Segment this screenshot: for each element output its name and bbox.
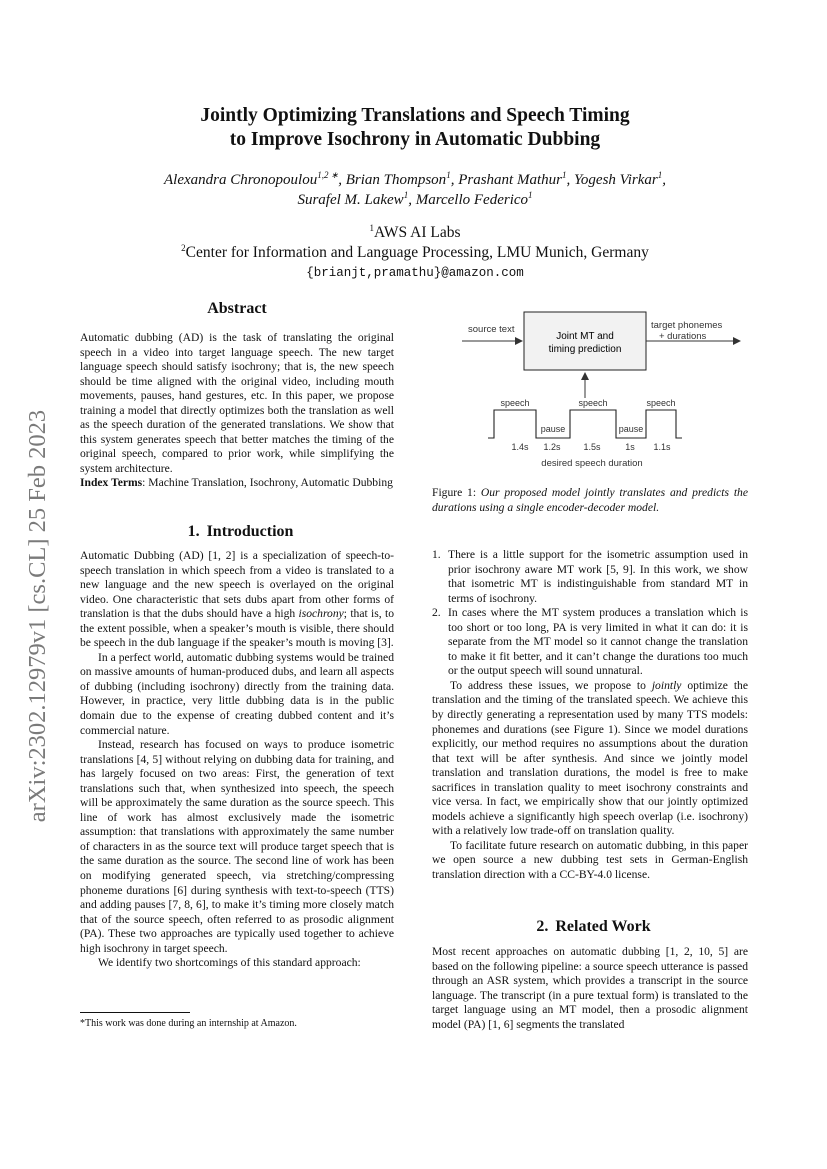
desired-duration-label: desired speech duration [541,458,643,469]
footnote-rule [80,1012,190,1013]
shortcomings-list [432,548,748,883]
duration-label: 1.4s [511,442,529,452]
authors-line-2: Surafel M. Lakew$^1$, Marcello Federico$^1$ [297,190,533,208]
right-paragraph-1 [432,679,748,839]
speech-label: speech [500,398,530,408]
author-name: Yogesh Virkar [573,172,658,188]
duration-label: 1.2s [543,442,561,452]
related-heading [432,918,748,936]
figure-diagram [440,300,750,480]
index-terms-label: Index Terms [80,476,143,490]
affil-name: AWS AI Labs [373,224,461,241]
affil-name: Center for Information and Language Processing, LMU Munich, Germany [185,244,649,261]
section-number: 2. [536,918,549,935]
intro-paragraph-3: Instead, research has focused on ways to produce isometric translations [4, 5] without relying on dubbing data for training, and has largely focused on two areas: First, the generation of text translations such that, when synthesized into speech, the speech will be approximately the same duration as the source speech. This line of work has almost exclusively made the isometric assumption: that translations with approximately the same number of characters in as the source text will produce target speech that is the same duration as the source. The second line of work has been on modifying generated speech, via stretching/compressing phoneme durations [6] during synthesis with text-to-speech (TTS) and adding pauses [7, 8, 6], to make it’s timing more closely match that of the source speech, often referred to as prosodic alignment (PA). These two approaches are typically used together to achieve high isochrony in target speech. [80,738,394,955]
arxiv-identifier[interactable]: arXiv:2302.12979v1 [cs.CL] 25 Feb 2023 [24,409,51,823]
list-text: In cases where the MT system produces a translation which is too short or too long, PA is very limited in what it can do: it is separate from the MT model so it cannot change the translation to make it fit better, and it can’t change the durations too much or the output speech will sound unnatural. [448,606,748,678]
affiliations [90,223,740,283]
caption-text: Our proposed model jointly translates and predicts the durations using a single encoder-decoder model. [432,486,748,514]
list-number: 1. [432,548,441,561]
pause-label: pause [540,424,566,434]
author-affil-sup: 1 [561,170,567,180]
index-terms [80,476,394,491]
model-box-line-2: timing prediction [548,344,622,355]
duration-label: 1.1s [653,442,671,452]
text-run: ; that is, to the extent possible, when a speaker’s mouth is visible, there should be speech in the dub language if the speaker’s mouth is moving [3]. [80,607,394,650]
author-affil-sup: 1 [657,170,663,180]
intro-section [80,549,394,971]
text-run: To address these issues, we propose to [450,678,652,692]
affil-sup: 2 [181,242,186,253]
author-name: Marcello Federico [415,192,529,208]
title-line-1: Jointly Optimizing Translations and Speech Timing [200,105,630,126]
affiliation-1 [90,223,740,243]
speech-label: speech [578,398,608,408]
text-run: Automatic Dubbing (AD) [1, 2] is a specialization of speech-to-speech translation in which speech from a video is translated to a new language and the new speech is overlayed on the original video. One characteristic that sets dubs apart from other forms of translation is that the dubs should have a high [80,549,394,621]
duration-label: 1.5s [583,442,601,452]
authors-line-1: Alexandra Chronopoulou$^{1,2 ∗}$, Brian Thompson$^1$, Prashant Mathur$^1$, Yogesh Virkar$^1$, [164,170,666,188]
intro-paragraph-1 [80,549,394,651]
footnote: *This work was done during an internship at Amazon. [80,1018,297,1029]
text-run: optimize the translation and the timing of the translated speech. We achieve this by directly generating a representation used by many TTS models: phonemes and durations (see Figure 1). Since we model durations explicitly, our method requires no assumptions about the duration that text will be after synthesis. And since we jointly model translation and translation durations, the model is free to make sacrifices in translation quality to meet isochrony constraints and vice versa. In fact, we empirically show that our jointly optimized models achieve a significantly high speech overlap (i.e. isochrony) with a relatively low trade-off on translation quality. [432,678,748,838]
target-label-1: target phonemes [651,320,723,331]
target-label-2: + durations [659,331,707,342]
author-affil-sup: 1 [528,190,533,200]
author-affil-sup: 1 [446,170,451,180]
section-title: Related Work [555,918,651,935]
figure-1 [440,300,750,480]
affil-sup: 1 [369,222,374,233]
duration-label: 1s [625,442,635,452]
paper-title [100,104,730,152]
title-line-2: to Improve Isochrony in Automatic Dubbing [229,129,601,150]
emphasis: isochrony [298,607,344,621]
speech-pause-waveform [488,410,682,438]
pause-label: pause [618,424,644,434]
model-box-line-1: Joint MT and [556,331,614,342]
emphasis: jointly [651,678,682,692]
speech-label: speech [646,398,676,408]
section-title: Introduction [206,523,294,540]
author-affil-sup: 1,2 ∗ [317,170,339,180]
index-terms-text: : Machine Translation, Isochrony, Automatic Dubbing [142,476,393,490]
author-list [90,170,740,210]
list-item [432,606,748,679]
section-number: 1. [187,523,200,540]
author-name: Brian Thompson [345,172,447,188]
affiliation-2 [90,243,740,263]
author-name: Prashant Mathur [458,172,562,188]
right-paragraph-2: To facilitate future research on automatic dubbing, in this paper we open source a new dubbing test sets in German-English translation direction with a CC-BY-4.0 license. [432,838,748,882]
list-text: There is a little support for the isometric assumption used in prior isochrony aware MT work [5, 9]. In this work, we show that isometric MT is indistinguishable from standard MT in terms of isochrony. [448,548,748,605]
related-paragraph-1: Most recent approaches on automatic dubbing [1, 2, 10, 5] are based on the following pipeline: a source speech utterance is passed through an ASR system, which provides a transcript in the source language. The transcript (in a pure textual form) is translated to the target language using an MT model, then a prosodic alignment model (PA) [1, 6] segments the translated [432,945,748,1031]
intro-paragraph-4: We identify two shortcomings of this standard approach: [98,956,361,970]
author-email[interactable]: {brianjt,pramathu}@amazon.com [306,266,524,280]
list-item [432,548,748,606]
intro-paragraph-2: In a perfect world, automatic dubbing systems would be trained on massive amounts of human-produced dubs, and learn all aspects of dubbing (including isochrony) directly from the training data. However, in practice, very little dubbing data is in the public domain due to the expense of creating dubbed content and it’s commercial nature. [80,650,394,737]
related-section [432,945,748,1032]
abstract-heading: Abstract [207,300,267,317]
intro-heading [80,523,394,541]
author-name: Surafel M. Lakew [297,192,404,208]
author-name: Alexandra Chronopoulou [164,172,318,188]
author-affil-sup: 1 [403,190,409,200]
caption-label: Figure 1: [432,486,477,499]
list-number: 2. [432,606,441,620]
abstract-section [80,331,394,491]
abstract-text: Automatic dubbing (AD) is the task of translating the original speech in a video into target language speech. The new target language speech should satisfy isochrony; that is, the new speech should be time aligned with the original video, including mouth movements, pauses, hand gestures, etc. In this paper, we propose training a model that directly optimizes both the translation as well as the speech duration of the generated translations. We show that this system generates speech that better matches the timing of the original speech, compared to prior work, while simplifying the system architecture. [80,331,394,475]
arxiv-sidebar [18,356,58,876]
source-label: source text [468,324,515,335]
figure-caption [432,486,748,515]
